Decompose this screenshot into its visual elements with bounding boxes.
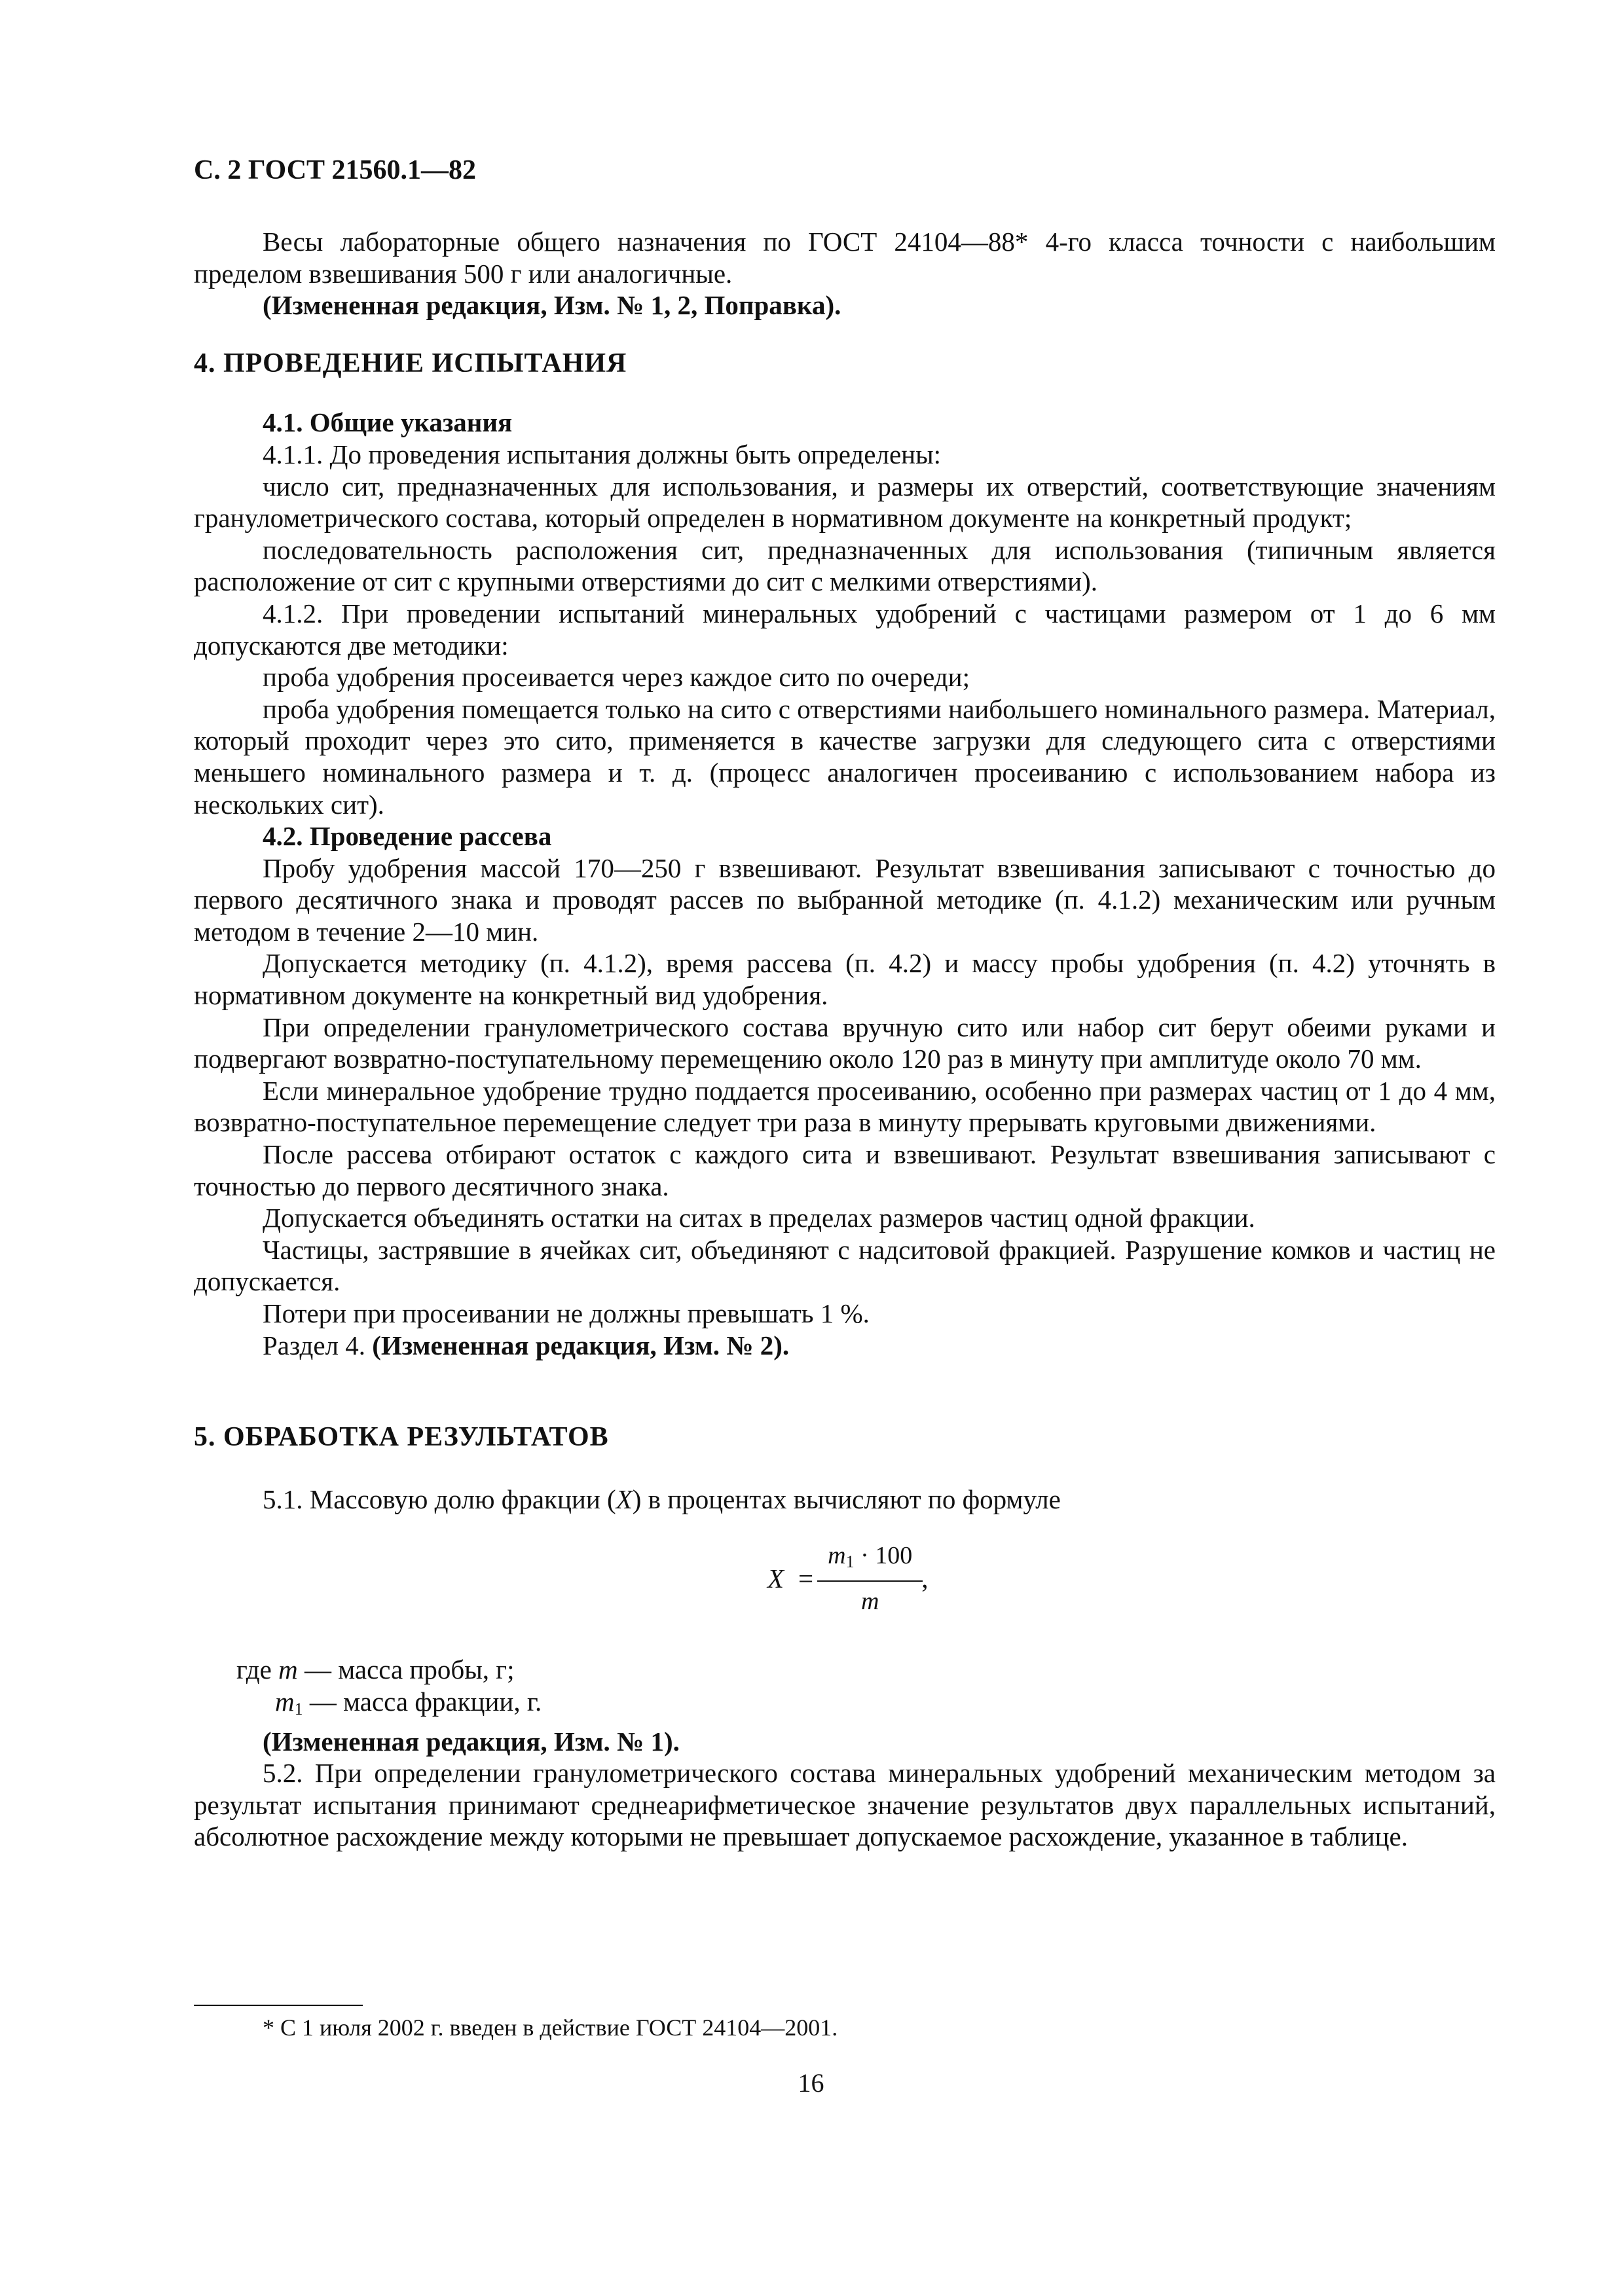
formula-denominator: m (817, 1580, 923, 1618)
formula-equals: = (798, 1563, 814, 1594)
where-line-m1: $m_1$ — масса фракции, г. (275, 1686, 542, 1719)
footnote: * С 1 июля 2002 г. введен в действие ГОСТ 24104—2001. (263, 2014, 838, 2041)
section-5-title: 5. ОБРАБОТКА РЕЗУЛЬТАТОВ (194, 1422, 609, 1453)
clause-4-1-1-item-b: последовательность расположения сит, предназначенных для использования (типичным является расположение от сит с крупными отверстиями до сит с мелкими отверстиями). (194, 534, 1496, 597)
variable-x: X (616, 1484, 633, 1514)
clause-4-2-para-6: Допускается объединять остатки на ситах в пределах размеров частиц одной фракции. (263, 1203, 1255, 1233)
document-body (194, 226, 1496, 1853)
formula-fraction (822, 1540, 917, 1618)
subsection-4-1-title: 4.1. Общие указания (263, 407, 513, 438)
clause-4-1-1: 4.1.1. До проведения испытания должны быть определены: (263, 439, 942, 469)
footnote-divider (194, 2005, 363, 2006)
clause-4-1-2: 4.1.2. При проведении испытаний минеральных удобрений с частицами размером от 1 до 6 мм допускаются две методики: (194, 598, 1496, 661)
clause-4-2-para-4: Если минеральное удобрение трудно поддается просеиванию, особенно при размерах частиц от 1 до 4 мм, возвратно-поступательное перемещение следует три раза в минуту прерывать круговыми движениями. (194, 1075, 1496, 1138)
page-number: 16 (798, 2068, 824, 2098)
where-line-m: где m — масса пробы, г; (236, 1654, 515, 1685)
intro-paragraph: Весы лабораторные общего назначения по ГОСТ 24104—88* 4-го класса точности с наибольшим пределом взвешивания 500 г или аналогичные. (194, 227, 1496, 289)
change-prefix: Раздел 4. (263, 1330, 365, 1360)
section-4-change-note (194, 1330, 1496, 1362)
subsection-4-2-title: 4.2. Проведение рассева (263, 821, 552, 852)
clause-4-1-2-item-a: проба удобрения просеивается через каждое сито по очереди; (263, 662, 970, 693)
clause-4-1-2-item-b: проба удобрения помещается только на сито с отверстиями наибольшего номинального размера. Материал, который проходит через это сито, применяется в качестве загрузки для следующего сита с отверстиями меньшего номинального размера и т. д. (процесс аналогичен просеиванию с использованием набора из нескольких сит). (194, 693, 1496, 820)
section-5-change-note: (Измененная редакция, Изм. № 1). (263, 1726, 680, 1757)
clause-4-2-para-2: Допускается методику (п. 4.1.2), время рассева (п. 4.2) и массу пробы удобрения (п. 4.2) уточнять в нормативном документе на конкретный вид удобрения. (194, 948, 1496, 1011)
change-note: (Измененная редакция, Изм. № 1, 2, Поправка). (263, 290, 841, 321)
clause-4-2-para-3: При определении гранулометрического состава вручную сито или набор сит берут обеими руками и подвергают возвратно-поступательному перемещению около 120 раз в минуту при амплитуде около 70 мм. (194, 1011, 1496, 1074)
formula (767, 1529, 929, 1628)
clause-5-2: 5.2. При определении гранулометрического состава минеральных удобрений механическим методом за результат испытания принимают среднеарифметическое значение результатов двух параллельных испытаний, абсолютное расхождение между которыми не превышает допускаемое расхождение, указанное в таблице. (194, 1758, 1496, 1852)
clause-4-2-para-5: После рассева отбирают остаток с каждого сита и взвешивают. Результат взвешивания записывают с точностью до первого десятичного знака. (194, 1139, 1496, 1201)
formula-block (194, 1529, 1496, 1628)
clause-4-2-para-8: Потери при просеивании не должны превышать 1 %. (263, 1298, 870, 1328)
formula-comma: , (921, 1563, 929, 1594)
clause-4-2-para-1: Пробу удобрения массой 170—250 г взвешивают. Результат взвешивания записывают с точностью до первого десятичного знака и проводят рассев по выбранной методике (п. 4.1.2) механическим или ручным методом в течение 2—10 мин. (194, 852, 1496, 947)
clause-5-1: 5.1. Массовую долю фракции (X) в процентах вычисляют по формуле (263, 1484, 1061, 1514)
page-header: С. 2 ГОСТ 21560.1—82 (194, 155, 477, 185)
clause-4-1-1-item-a: число сит, предназначенных для использования, и размеры их отверстий, соответствующие значениям гранулометрического состава, который определен в нормативном документе на конкретный продукт; (194, 471, 1496, 534)
change-text: (Измененная редакция, Изм. № 2). (372, 1330, 790, 1360)
formula-lhs: X (767, 1563, 784, 1594)
clause-4-2-para-7: Частицы, застрявшие в ячейках сит, объединяют с надситовой фракцией. Разрушение комков и частиц не допускается. (194, 1234, 1496, 1297)
formula-numerator: $m_1 \cdot 100$ (828, 1541, 913, 1571)
section-4-title: 4. ПРОВЕДЕНИЕ ИСПЫТАНИЯ (194, 348, 627, 378)
